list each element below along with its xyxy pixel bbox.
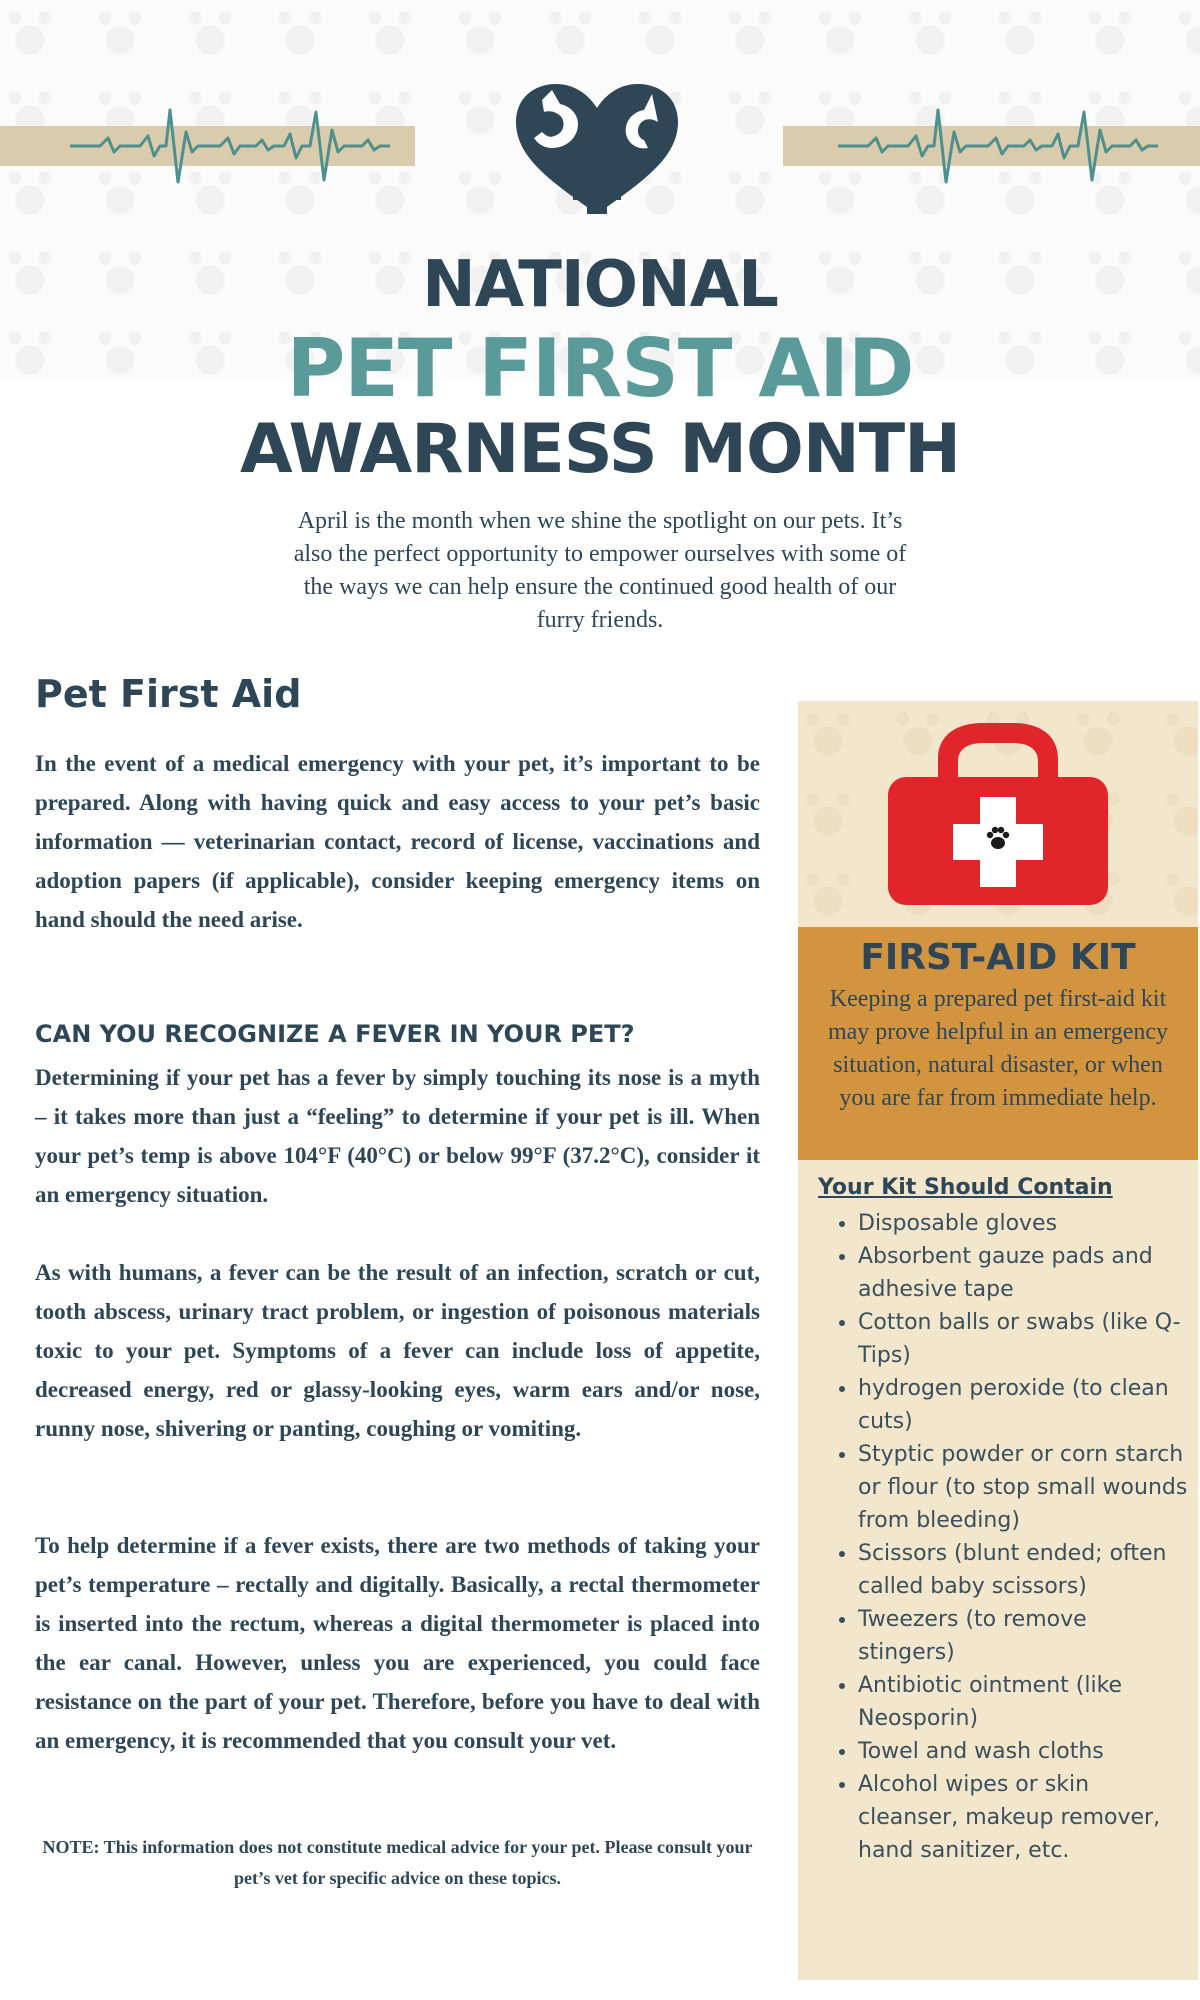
title-line-national: NATIONAL (422, 248, 778, 322)
list-item: • hydrogen peroxide (to clean cuts) (858, 1372, 1188, 1438)
first-aid-kit-icon (888, 719, 1108, 909)
fever-subheading: CAN YOU RECOGNIZE A FEVER IN YOUR PET? (35, 1020, 635, 1048)
paw-icon (982, 822, 1014, 854)
paragraph-preparedness: In the event of a medical emergency with your pet, it’s important to be prepared. Along with having quick and easy access to your pet’s basic information — veterinarian contact, record of license, vaccinations and adoption papers (if applicable), consider keeping emergency items on hand should the need arise. (35, 751, 760, 932)
list-item: • Disposable gloves (858, 1207, 1188, 1240)
paragraph-fever-myth: Determining if your pet has a fever by simply touching its nose is a myth – it takes more than just a “feeling” to determine if your pet is ill. When your pet’s temp is above 104°F (40°C) or below 99°F (37.2°C), consider it an emergency situation. (35, 1065, 760, 1207)
list-item: • Styptic powder or corn starch or flour (to stop small wounds from bleeding) (858, 1438, 1188, 1537)
first-aid-kit-sidebar (798, 701, 1198, 1980)
heartbeat-line-icon (70, 106, 390, 186)
list-item: • Scissors (blunt ended; often called baby scissors) (858, 1537, 1188, 1603)
heartbeat-line-icon (838, 106, 1158, 186)
list-item: • Alcohol wipes or skin cleanser, makeup remover, hand sanitizer, etc. (858, 1768, 1188, 1867)
title-line-awareness-month: AWARNESS MONTH (239, 410, 961, 489)
list-item: • Cotton balls or swabs (like Q-Tips) (858, 1306, 1188, 1372)
list-item: • Towel and wash cloths (858, 1735, 1188, 1768)
disclaimer-note: NOTE: This information does not constitute medical advice for your pet. Please consult your pet’s vet for specific advice on these topics. (42, 1837, 753, 1888)
list-item: • Absorbent gauze pads and adhesive tape (858, 1240, 1188, 1306)
list-item: • Antibiotic ointment (like Neosporin) (858, 1669, 1188, 1735)
kit-contents-heading: Your Kit Should Contain (818, 1175, 1113, 1200)
section-title: Pet First Aid (35, 672, 302, 716)
paragraph-fever-causes: As with humans, a fever can be the result of an infection, scratch or cut, tooth abscess, urinary tract problem, or ingestion of poisonous materials toxic to your pet. Symptoms of a fever can include loss of appetite, decreased energy, red or glassy-looking eyes, warm ears and/or nose, runny nose, shivering or panting, coughing or vomiting. (35, 1260, 760, 1441)
intro-paragraph: April is the month when we shine the spotlight on our pets. It’s also the perfect opportunity to empower ourselves with some of the ways we can help ensure the continued good health of our furry friends. (293, 508, 907, 633)
kit-description: Keeping a prepared pet first-aid kit may prove helpful in an emergency situation, natural disaster, or when you are far from immediate help. (827, 986, 1169, 1111)
kit-title: FIRST-AID KIT (860, 937, 1136, 978)
title-line-pet-first-aid: PET FIRST AID (286, 322, 914, 415)
list-item: • Tweezers (to remove stingers) (858, 1603, 1188, 1669)
paragraph-temperature-methods: To help determine if a fever exists, there are two methods of taking your pet’s temperature – rectally and digitally. Basically, a rectal thermometer is inserted into the rectum, whereas a digital thermometer is placed into the ear canal. However, unless you are experienced, you could face resistance on the part of your pet. Therefore, before you have to deal with an emergency, it is recommended that you consult your vet. (35, 1533, 760, 1753)
heart-pets-logo-icon (512, 82, 682, 217)
kit-contents-list (818, 1207, 1188, 1867)
kit-header-box (798, 927, 1198, 1160)
